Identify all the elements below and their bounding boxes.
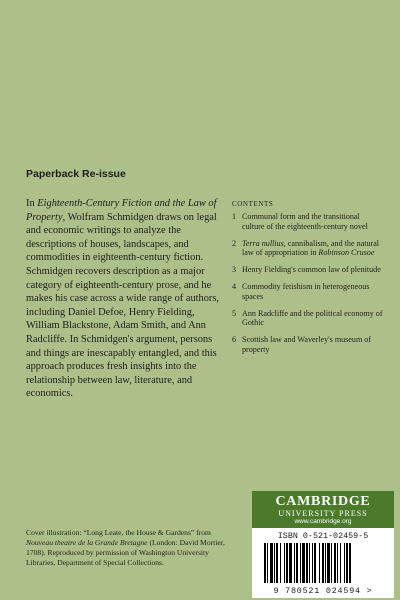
barcode-bar xyxy=(276,543,278,583)
barcode-bar xyxy=(296,543,298,583)
contents-item xyxy=(232,335,384,355)
barcode-bar xyxy=(322,543,324,583)
barcode-bar xyxy=(302,543,305,583)
barcode-bar xyxy=(309,543,310,583)
barcode-bar xyxy=(284,543,285,583)
cover-credit xyxy=(26,528,238,568)
barcode-bar xyxy=(294,543,295,583)
blurb-text-rest: , Wolfram Schmidgen draws on legal and economic writings to analyze the descriptions of houses, landscapes, and commodities in eighteenth-century fiction. Schmidgen recovers description as a major category of eighteenth-century prose, and he makes his case across a wide range of authors, including Daniel Defoe, Henry Fielding, William Blackstone, Adam Smith, and Ann Radcliffe. In Schmidgen's argument, persons and things are inescapably entangled, and this approach produces fresh insights into the relationship between law, literature, and economics. xyxy=(26,211,220,400)
barcode-bar xyxy=(264,543,266,583)
contents-item xyxy=(232,212,384,232)
barcode-bar xyxy=(327,543,330,583)
barcode-bar xyxy=(331,543,332,583)
contents-item xyxy=(232,265,384,275)
contents-item xyxy=(232,309,384,329)
contents-label: CONTENTS xyxy=(232,200,274,208)
barcode-icon xyxy=(262,543,384,583)
barcode-panel xyxy=(252,528,394,598)
chapter-title: Henry Fielding's common law of plenitude xyxy=(242,265,381,275)
barcode-bar xyxy=(349,543,351,583)
chapter-number: 6 xyxy=(232,335,237,345)
contents-list xyxy=(232,212,384,362)
contents-item xyxy=(232,282,384,302)
chapter-title: Commodity fetishism in heterogeneous spaces xyxy=(242,281,370,301)
chapter-title-text: , cannibalism, and the natural law of appropriation in xyxy=(242,238,380,258)
section-heading: Paperback Re-issue xyxy=(26,168,126,180)
chapter-number: 4 xyxy=(232,281,237,291)
barcode-bar xyxy=(314,543,316,583)
isbn-number: ISBN 0-521-02459-5 xyxy=(277,531,369,541)
blurb-text-start: In xyxy=(26,198,38,209)
publisher-url: www.cambridge.org xyxy=(294,518,352,525)
barcode-bar xyxy=(280,543,281,583)
barcode-bar xyxy=(300,543,301,583)
barcode-bar xyxy=(306,543,308,583)
barcode-bar xyxy=(344,543,345,583)
barcode-bar xyxy=(337,543,338,583)
chapter-title-italic: Terra nullius xyxy=(242,238,284,248)
chapter-number: 5 xyxy=(232,308,237,318)
credit-text-start: Cover illustration: “Long Leate, the House & Gardens” from xyxy=(26,528,211,537)
barcode-bar xyxy=(340,543,341,583)
barcode-bar xyxy=(270,543,273,583)
barcode-bar xyxy=(319,543,320,583)
publisher-name: CAMBRIDGE xyxy=(275,494,371,509)
barcode-bar xyxy=(267,543,268,583)
chapter-number: 1 xyxy=(232,212,237,221)
barcode-bar xyxy=(325,543,326,583)
chapter-title-italic: Robinson Crusoe xyxy=(318,248,375,258)
chapter-title: Ann Radcliffe and the political economy of Gothic xyxy=(242,308,383,328)
barcode-bar xyxy=(334,543,336,583)
barcode-bar xyxy=(274,543,275,583)
barcode-bar xyxy=(312,543,313,583)
credit-source-title: Nouveau theatre de la Grande Bretagne xyxy=(26,538,148,547)
book-title: Eighteenth-Century Fiction and the Law of Property xyxy=(26,198,217,223)
credit-text-rest: (London: David Mortier, 1708). Reproduced by permission of Washington University Libraries, Department of Special Collections. xyxy=(26,538,225,567)
description-paragraph xyxy=(26,197,222,401)
publisher-press: UNIVERSITY PRESS xyxy=(278,509,368,518)
barcode-bar xyxy=(346,543,348,583)
chapter-title xyxy=(242,239,384,259)
barcode-bar xyxy=(289,543,292,583)
chapter-number: 3 xyxy=(232,265,237,275)
contents-item xyxy=(232,239,384,259)
chapter-title: Scottish law and Waverley's museum of property xyxy=(242,335,372,354)
chapter-number: 2 xyxy=(232,238,237,248)
barcode-digits: 9 780521 024594 > xyxy=(273,586,373,596)
publisher-logo xyxy=(252,491,394,528)
chapter-title: Communal form and the transitional culture of the eighteenth-century novel xyxy=(242,212,368,231)
barcode-bar xyxy=(286,543,288,583)
